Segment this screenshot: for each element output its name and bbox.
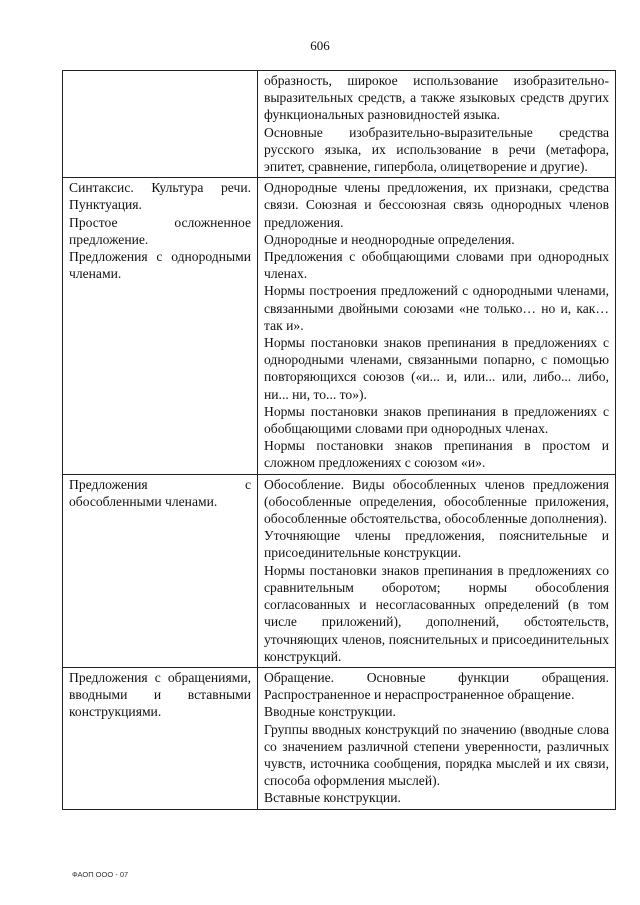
content-paragraph: Основные изобразительно-выразительные средства русского языка, их использование в речи (метафора, эпитет, сравнение, гипербола, олицетворение и другие). [264, 124, 609, 175]
topic-cell [63, 178, 258, 474]
table-row [63, 474, 616, 667]
topic-paragraph: Предложения с обособленными членами. [69, 476, 251, 509]
curriculum-table-body [63, 71, 616, 810]
topic-paragraph: Предложения с однородными членами. [69, 249, 251, 282]
topic-paragraph: Простое осложненное предложение. [69, 214, 251, 247]
content-cell [258, 667, 616, 809]
curriculum-table [62, 70, 616, 810]
document-code: ФАОП ООО - 07 [72, 870, 129, 879]
content-paragraph: Обособление. Виды обособленных членов предложения (обособленные определения, обособленные приложения, обособленные обстоятельства, обособленные дополнения). [264, 476, 609, 527]
content-paragraph: Нормы постановки знаков препинания в предложениях со сравнительным оборотом; нормы обособления согласованных и несогласованных определений (в том числе приложений), дополнений, обстоятельств, уточняющих членов, пояснительных и присоединительных конструкций. [264, 562, 609, 664]
content-paragraph: Вводные конструкции. [264, 704, 396, 720]
table-row [63, 667, 616, 809]
content-cell [258, 178, 616, 474]
topic-paragraph: Синтаксис. Культура речи. Пунктуация. [69, 180, 251, 213]
content-paragraph: образность, широкое использование изобразительно-выразительных средств, а также языковых средств других функциональных разновидностей языка. [264, 73, 609, 123]
table-row [63, 178, 616, 474]
table-row [63, 71, 616, 178]
content-paragraph: Нормы постановки знаков препинания в предложениях с однородными членами, связанными попарно, с помощью повторяющихся союзов («и... и, или... или, либо... либо, ни... ни, то... то»). [264, 335, 609, 402]
content-paragraph: Однородные члены предложения, их признаки, средства связи. Союзная и бессоюзная связь однородных членов предложения. [264, 180, 609, 230]
topic-cell [63, 71, 258, 178]
content-paragraph: Нормы построения предложений с однородными членами, связанными двойными союзами «не только… но и, как… так и». [264, 283, 609, 333]
content-paragraph: Обращение. Основные функции обращения. Распространенное и нераспространенное обращение. [264, 669, 609, 703]
content-cell [258, 474, 616, 667]
content-paragraph: Однородные и неоднородные определения. [264, 231, 515, 247]
topic-paragraph: Предложения с обращениями, вводными и вставными конструкциями. [69, 669, 251, 720]
topic-cell [63, 667, 258, 809]
content-cell [258, 71, 616, 178]
topic-cell [63, 474, 258, 667]
content-paragraph: Группы вводных конструкций по значению (вводные слова со значением различной степени уверенности, различных чувств, источника сообщения, порядка мыслей и их связи, способа оформления мыслей). [264, 721, 609, 789]
content-paragraph: Нормы постановки знаков препинания в простом и сложном предложениях с союзом «и». [264, 438, 609, 471]
content-paragraph: Уточняющие члены предложения, пояснительные и присоединительные конструкции. [264, 528, 609, 561]
content-paragraph: Предложения с обобщающими словами при однородных членах. [264, 249, 609, 282]
page-number: 606 [310, 38, 330, 53]
content-paragraph: Вставные конструкции. [264, 790, 401, 806]
content-paragraph: Нормы постановки знаков препинания в предложениях с обобщающими словами при однородных членах. [264, 403, 609, 437]
